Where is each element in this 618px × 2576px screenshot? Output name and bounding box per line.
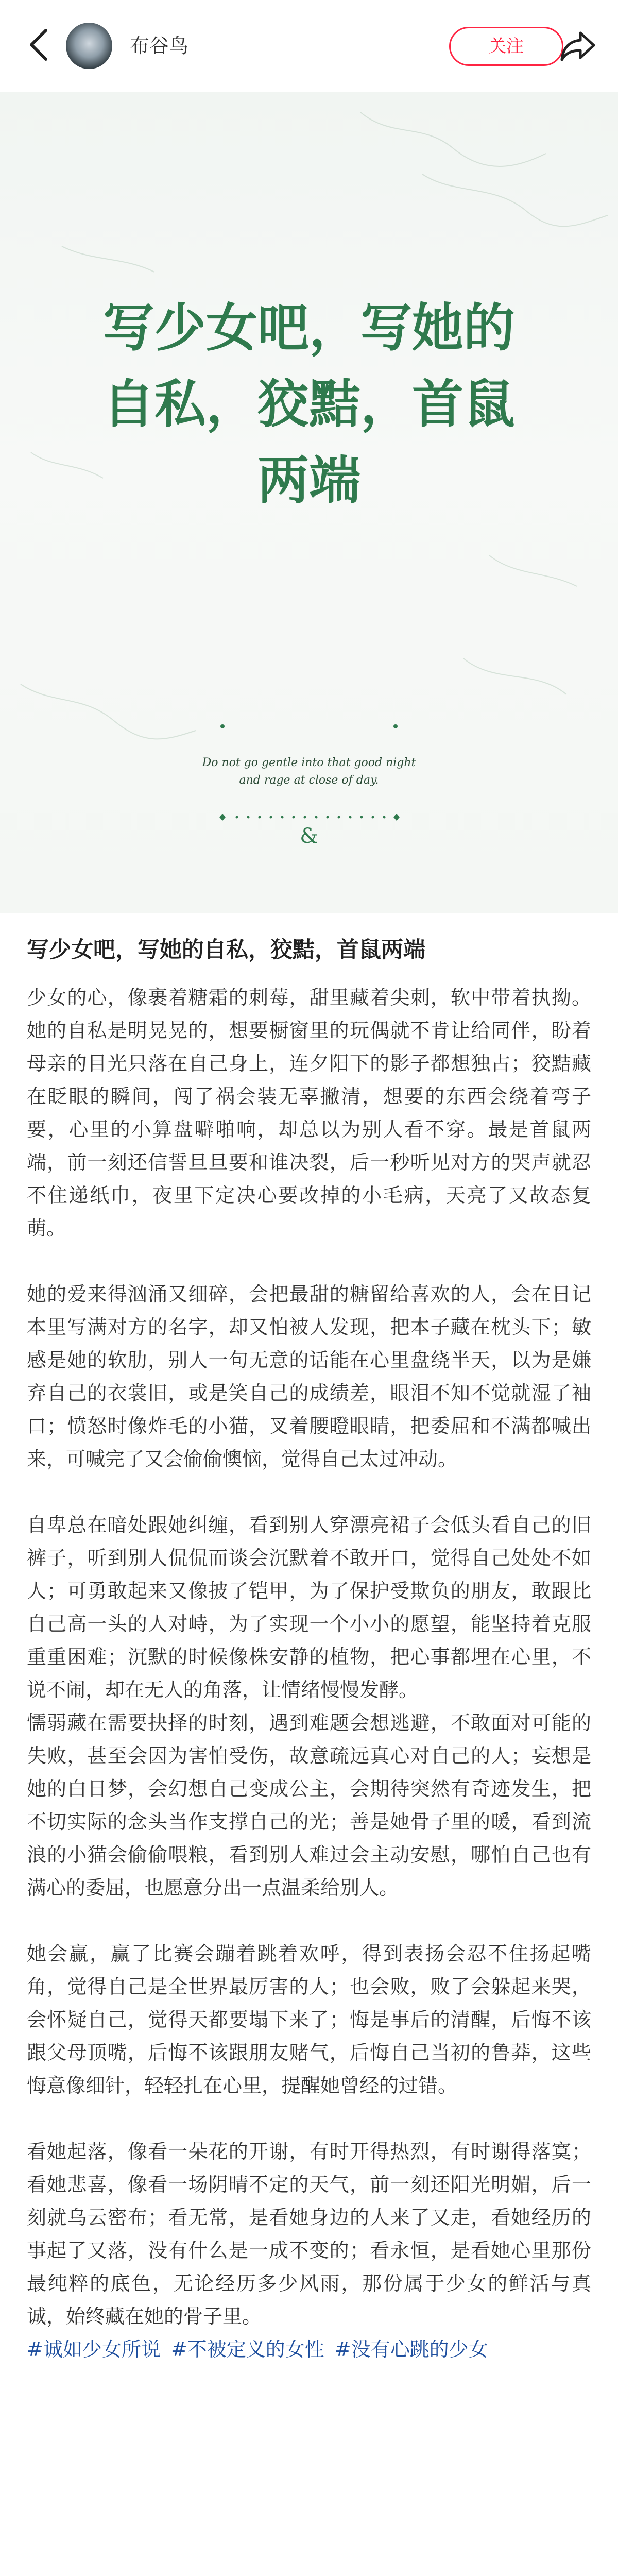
avatar[interactable] (66, 23, 112, 69)
chevron-left-icon (28, 28, 49, 61)
share-button[interactable] (555, 25, 602, 68)
note-paragraph: 懦弱藏在需要抉择的时刻，遇到难题会想逃避，不敢面对可能的失败，甚至会因为害怕受伤，故意疏远真心对自己的人；妄想是她的白日梦，会幻想自己变成公主，会期待突然有奇迹发生，把不切实际的念头当作支撑自己的光；善是她骨子里的暖，看到流浪的小猫会偷偷喂粮，看到别人难过会主动安慰，哪怕自己也有满心的委屈，也愿意分出一点温柔给别人。 (27, 1711, 591, 1899)
cover-script-line: Do not go gentle into that good night (202, 756, 416, 769)
cover-ampersand: & (300, 824, 318, 848)
cover-title (0, 290, 618, 518)
hashtag-link[interactable]: #不被定义的女性 (170, 2338, 324, 2361)
author-name[interactable]: 布谷鸟 (130, 35, 189, 57)
dotted-divider (216, 812, 403, 822)
note-paragraph: 她的爱来得汹涌又细碎，会把最甜的糖留给喜欢的人，会在日记本里写满对方的名字，却又怕被人发现，把本子藏在枕头下；敏感是她的软肋，别人一句无意的话能在心里盘绕半天，以为是嫌弃自己的衣裳旧，或是笑自己的成绩差，眼泪不知不觉就湿了袖口；愤怒时像炸毛的小猫，叉着腰瞪眼睛，把委屈和不满都喊出来，可喊完了又会偷偷懊恼，觉得自己太过冲动。 (27, 1283, 591, 1470)
share-arrow-icon (560, 30, 597, 63)
follow-button[interactable]: 关注 (449, 27, 563, 66)
note-paragraph: 自卑总在暗处跟她纠缠，看到别人穿漂亮裙子会低头看自己的旧裤子，听到别人侃侃而谈会沉默着不敢开口，觉得自己处处不如人；可勇敢起来又像披了铠甲，为了保护受欺负的朋友，敢跟比自己高一头的人对峙，为了实现一个小小的愿望，能坚持着克服重重困难；沉默的时候像株安静的植物，把心事都埋在心里，不说不闹，却在无人的角落，让情绪慢慢发酵。 (27, 1514, 591, 1701)
cover-title-line: 自私，狡黠，首鼠 (103, 374, 515, 434)
cover-title-line: 写少女吧，写她的 (103, 297, 515, 358)
back-button[interactable] (21, 27, 57, 63)
cover-script-line: and rage at close of day. (239, 774, 379, 787)
note-paragraph: 她会赢，赢了比赛会蹦着跳着欢呼，得到表扬会忍不住扬起嘴角，觉得自己是全世界最厉害的人；也会败，败了会躲起来哭，会怀疑自己，觉得天都要塌下来了；悔是事后的清醒，后悔不该跟父母顶嘴，后悔不该跟朋友赌气，后悔自己当初的鲁莽，这些悔意像细针，轻轻扎在心里，提醒她曾经的过错。 (27, 1942, 591, 2097)
top-bar (0, 0, 618, 92)
note-content (27, 935, 591, 2366)
cover-title-line: 两端 (258, 450, 360, 511)
hashtag-row (27, 2333, 591, 2366)
note-paragraph: 少女的心，像裹着糖霜的刺莓，甜里藏着尖刺，软中带着执拗。她的自私是明晃晃的，想要橱窗里的玩偶就不肯让给同伴，盼着母亲的目光只落在自己身上，连夕阳下的影子都想独占；狡黠藏在眨眼的瞬间，闯了祸会装无辜撇清，想要的东西会绕着弯子要，心里的小算盘噼啪响，却总以为别人看不穿。最是首鼠两端，前一刻还信誓旦旦要和谁决裂，后一秒听见对方的哭声就忍不住递纸巾，夜里下定决心要改掉的小毛病，天亮了又故态复萌。 (27, 986, 591, 1240)
cover-image[interactable] (0, 92, 618, 913)
hashtag-link[interactable]: #诚如少女所说 (27, 2338, 161, 2361)
note-title: 写少女吧，写她的自私，狡黠，首鼠两端 (27, 937, 425, 963)
note-paragraph: 看她起落，像看一朵花的开谢，有时开得热烈，有时谢得落寞；看她悲喜，像看一场阴晴不定的天气，前一刻还阳光明媚，后一刻就乌云密布；看无常，是看她身边的人来了又走，看她经历的事起了又落，没有什么是一成不变的；看永恒，是看她心里那份最纯粹的底色，无论经历多少风雨，那份属于少女的鲜活与真诚，始终藏在她的骨子里。 (27, 2140, 591, 2328)
hashtag-link[interactable]: #没有心跳的少女 (334, 2338, 488, 2361)
